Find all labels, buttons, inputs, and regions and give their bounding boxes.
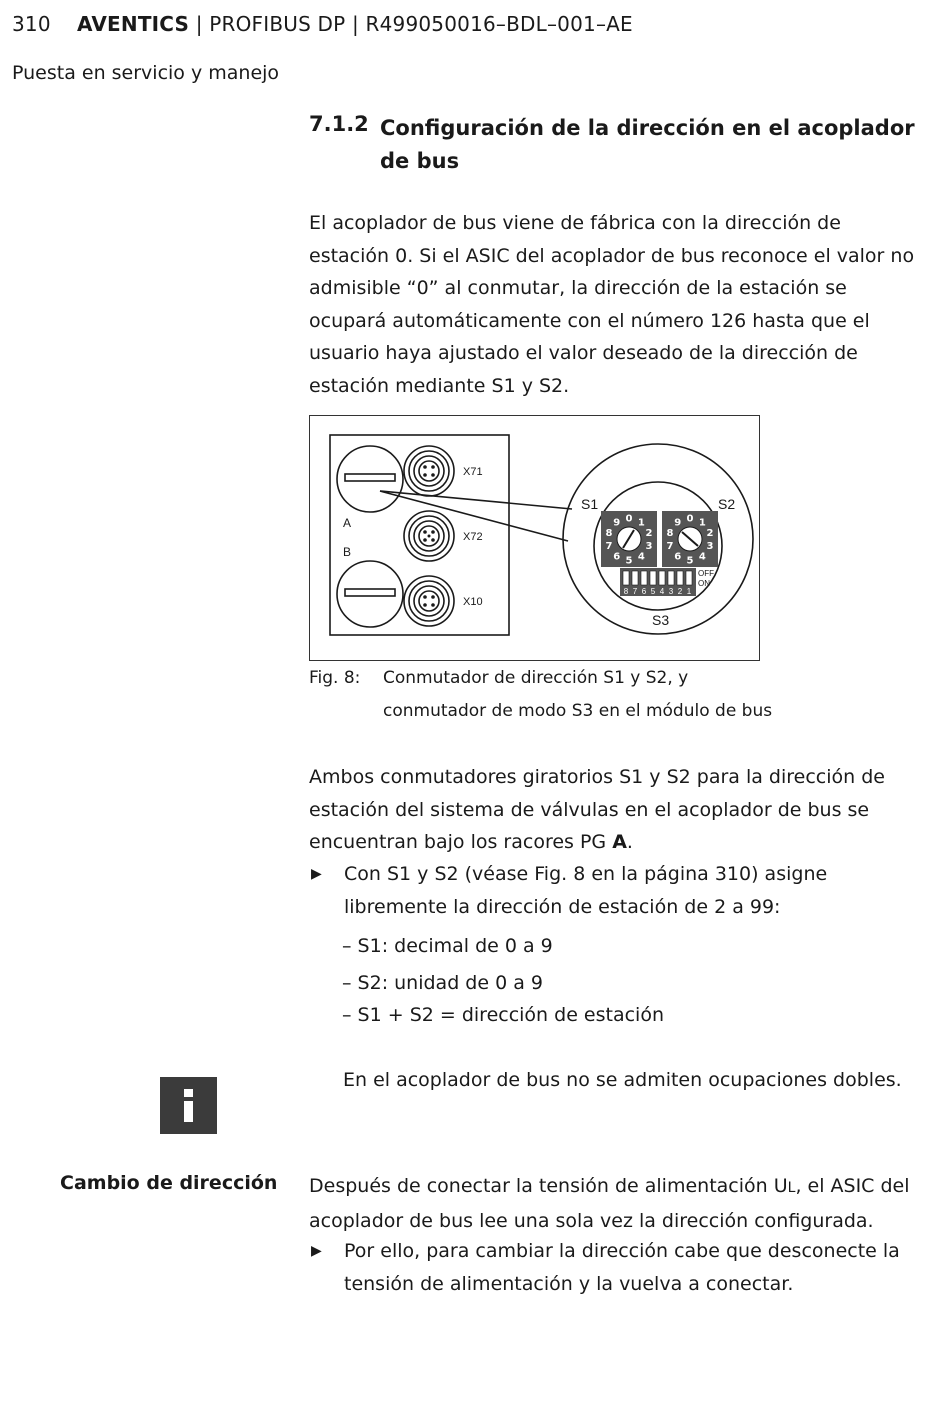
label-s2: S2 bbox=[718, 496, 736, 512]
address-change-text-end: , el ASIC del acoplador de bus lee una sola vez la dirección configurada. bbox=[309, 1175, 910, 1232]
switches-paragraph-end: . bbox=[626, 831, 633, 853]
s2-digit-7: 7 bbox=[666, 541, 674, 552]
s1-digit-9: 9 bbox=[613, 517, 621, 529]
s1-digit-1: 1 bbox=[637, 517, 645, 529]
s2-digit-8: 8 bbox=[666, 528, 674, 539]
product-name: PROFIBUS DP bbox=[209, 12, 346, 36]
sub-item-s1: – S1: decimal de 0 a 9 bbox=[342, 935, 553, 957]
s2-digit-6: 6 bbox=[674, 551, 682, 563]
label-s1: S1 bbox=[581, 496, 599, 512]
dip-number-7: 7 bbox=[632, 587, 638, 596]
voltage-subscript: L bbox=[787, 1180, 796, 1196]
label-x71: X71 bbox=[463, 466, 483, 478]
intro-paragraph: El acoplador de bus viene de fábrica con la dirección de estación 0. Si el ASIC del acoplador de bus reconoce el valor no admisible “0” al conmutar, la dirección de la estación se ocupará automáticamente con el número 126 hasta que el usuario haya ajustado el valor deseado de la dirección de estación mediante S1 y S2. bbox=[309, 212, 915, 397]
heading-number: 7.1.2 bbox=[309, 112, 369, 136]
figure-caption-line-2: conmutador de modo S3 en el módulo de bus bbox=[383, 701, 773, 721]
figure-8 bbox=[309, 415, 760, 661]
figure-caption-text bbox=[383, 662, 803, 728]
brand-name: AVENTICS bbox=[77, 12, 190, 36]
sub-item-sum: – S1 + S2 = dirección de estación bbox=[342, 1004, 664, 1026]
header-separator: | bbox=[195, 12, 203, 36]
s1-digit-3: 3 bbox=[645, 541, 653, 552]
dip-slot-2 bbox=[677, 571, 683, 585]
figure-caption-line-1: Conmutador de dirección S1 y S2, y bbox=[383, 668, 689, 688]
dip-switch-s3 bbox=[620, 568, 714, 596]
s2-digit-2: 2 bbox=[706, 528, 714, 539]
bus-coupler-diagram bbox=[310, 416, 759, 660]
note-text: En el acoplador de bus no se admiten ocupaciones dobles. bbox=[343, 1069, 902, 1091]
s2-digit-0: 0 bbox=[686, 513, 694, 525]
s1-digit-6: 6 bbox=[613, 551, 621, 563]
instruction-step: Con S1 y S2 (véase Fig. 8 en la página 310) asigne libremente la dirección de estación de 2 a 99: bbox=[344, 863, 828, 918]
zoom-circle-outer bbox=[563, 444, 753, 634]
dip-number-2: 2 bbox=[677, 587, 683, 596]
dip-slot-8 bbox=[623, 571, 629, 585]
rotary-switch-s1 bbox=[601, 511, 657, 567]
bullet-marker: ▶ bbox=[311, 866, 322, 882]
label-x10: X10 bbox=[463, 596, 483, 608]
dip-slot-4 bbox=[659, 571, 665, 585]
dip-number-4: 4 bbox=[659, 587, 665, 596]
instruction-step-2: Por ello, para cambiar la dirección cabe que desconecte la tensión de alimentación y la vuelva a conectar. bbox=[344, 1240, 900, 1295]
switches-paragraph bbox=[309, 761, 919, 859]
dip-number-6: 6 bbox=[641, 587, 647, 596]
pg-gland-label: A bbox=[612, 831, 627, 853]
document-id: R499050016–BDL–001–AE bbox=[365, 12, 633, 36]
label-s3: S3 bbox=[652, 612, 670, 628]
s1-digit-4: 4 bbox=[637, 551, 645, 563]
page-header bbox=[12, 12, 633, 36]
address-change-paragraph bbox=[309, 1170, 924, 1237]
header-separator-2: | bbox=[351, 12, 359, 36]
s1-digit-2: 2 bbox=[645, 528, 653, 539]
heading-title: Configuración de la dirección en el acoplador de bus bbox=[380, 116, 915, 173]
pg-gland-b bbox=[337, 561, 403, 627]
label-off: OFF bbox=[698, 569, 714, 578]
s1-digit-8: 8 bbox=[605, 528, 613, 539]
connector-x10 bbox=[404, 576, 454, 626]
bullet-marker-2: ▶ bbox=[311, 1243, 322, 1259]
dip-number-1: 1 bbox=[686, 587, 692, 596]
label-a: A bbox=[343, 516, 352, 530]
zoom-line-top bbox=[380, 491, 572, 509]
dip-number-8: 8 bbox=[623, 587, 629, 596]
pg-gland-b-slot bbox=[345, 589, 395, 596]
s1-digit-5: 5 bbox=[625, 555, 633, 567]
section-label: Puesta en servicio y manejo bbox=[12, 62, 280, 84]
s1-digit-0: 0 bbox=[625, 513, 633, 525]
label-b: B bbox=[343, 545, 352, 559]
dip-slot-5 bbox=[650, 571, 656, 585]
label-on: ON bbox=[698, 579, 710, 588]
pg-gland-a-slot bbox=[345, 474, 395, 481]
page-number: 310 bbox=[12, 12, 51, 36]
s2-digit-1: 1 bbox=[698, 517, 706, 529]
s2-digit-3: 3 bbox=[706, 541, 714, 552]
s2-digit-5: 5 bbox=[686, 555, 694, 567]
dip-slot-3 bbox=[668, 571, 674, 585]
figure-caption-number: Fig. 8: bbox=[309, 668, 361, 688]
dip-number-3: 3 bbox=[668, 587, 674, 596]
dip-number-5: 5 bbox=[650, 587, 656, 596]
dip-slot-6 bbox=[641, 571, 647, 585]
switches-paragraph-text: Ambos conmutadores giratorios S1 y S2 para la dirección de estación del sistema de válvulas en el acoplador de bus se encuentran bajo los racores PG bbox=[309, 766, 885, 853]
dip-slot-1 bbox=[686, 571, 692, 585]
side-heading: Cambio de dirección bbox=[60, 1172, 278, 1194]
info-icon bbox=[160, 1077, 217, 1134]
label-x72: X72 bbox=[463, 531, 483, 543]
address-change-text: Después de conectar la tensión de alimentación U bbox=[309, 1175, 788, 1197]
s2-digit-9: 9 bbox=[674, 517, 682, 529]
rotary-switch-s2 bbox=[662, 511, 718, 567]
s2-digit-4: 4 bbox=[698, 551, 706, 563]
sub-item-s2: – S2: unidad de 0 a 9 bbox=[342, 972, 543, 994]
s1-digit-7: 7 bbox=[605, 541, 613, 552]
dip-slot-7 bbox=[632, 571, 638, 585]
pg-gland-a bbox=[337, 446, 403, 512]
connector-x71 bbox=[404, 446, 454, 496]
